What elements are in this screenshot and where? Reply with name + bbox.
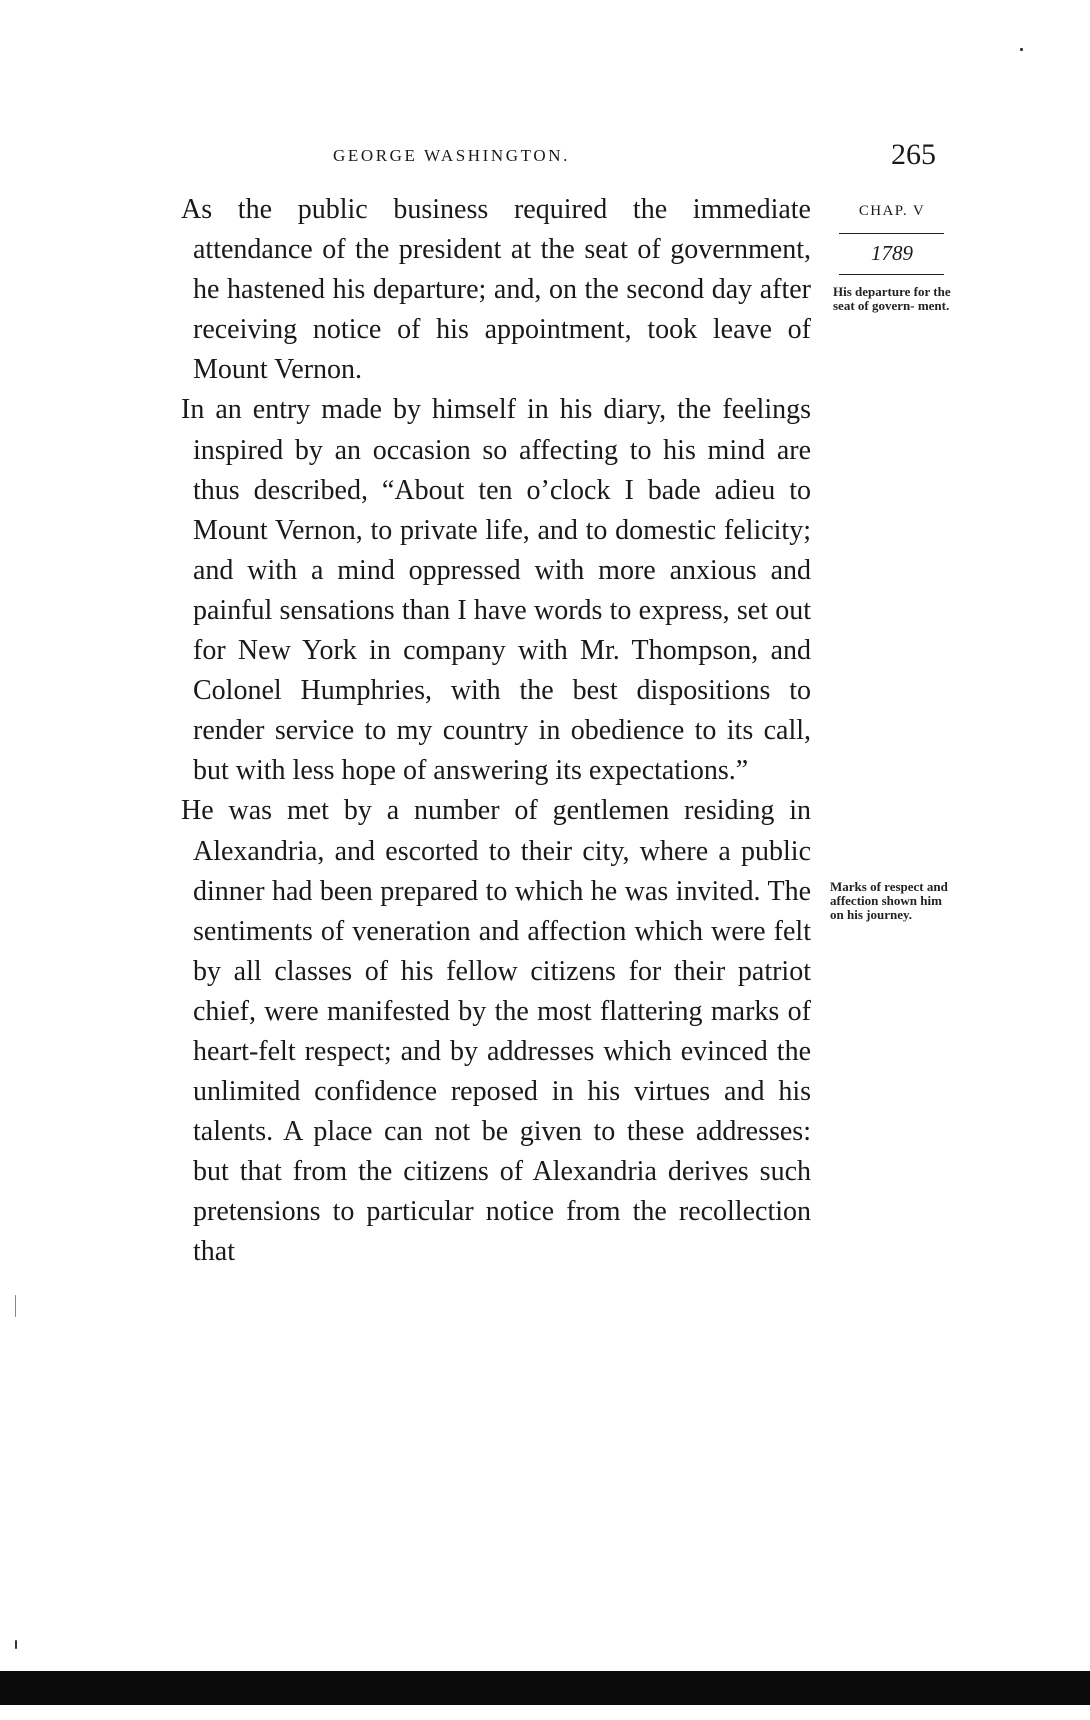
scan-speck [15, 1640, 17, 1649]
body-text [181, 190, 811, 1273]
chapter-rule-top [839, 233, 944, 234]
paragraph: In an entry made by himself in his diary, the feelings inspired by an occasion so affecting to his mind are thus described, “About ten o’clock I bade adieu to Mount Vernon, to private life, and to domestic felicity; and with a mind oppressed with more anxious and painful sensations than I have words to express, set out for New York in company with Mr. Thompson, and Colonel Humphries, with the best dispositions to render service to my country in obedience to its call, but with less hope of answering its expectations.” [181, 394, 811, 787]
chapter-label: CHAP. V [858, 203, 926, 219]
year-label: 1789 [871, 241, 913, 265]
chapter-rule-bottom [839, 274, 944, 275]
paragraph: He was met by a number of gentlemen residing in Alexandria, and escorted to their city, where a public dinner had been prepared to which he was invited. The sentiments of veneration and affection which were felt by all classes of his fellow citizens for their patriot chief, were manifested by the most flattering marks of heart-felt respect; and by addresses which evinced the unlimited confidence reposed in his virtues and his talents. A place can not be given to these addresses: but that from the citizens of Alexandria derives such pretensions to particular notice from the recollection that [181, 795, 811, 1268]
margin-note-departure: His departure for the seat of govern- ment. [833, 284, 951, 313]
scan-speck [15, 1295, 16, 1317]
margin-note-respect: Marks of respect and affection shown him on his journey. [830, 879, 948, 922]
running-title: GEORGE WASHINGTON. [333, 146, 570, 165]
paragraph: As the public business required the immediate attendance of the president at the seat of government, he hastened his departure; and, on the second day after receiving notice of his appointment, took leave of Mount Vernon. [181, 194, 811, 386]
scan-speck [1020, 48, 1023, 51]
scan-bottom-edge [0, 1671, 1090, 1705]
page-number: 265 [891, 138, 936, 171]
